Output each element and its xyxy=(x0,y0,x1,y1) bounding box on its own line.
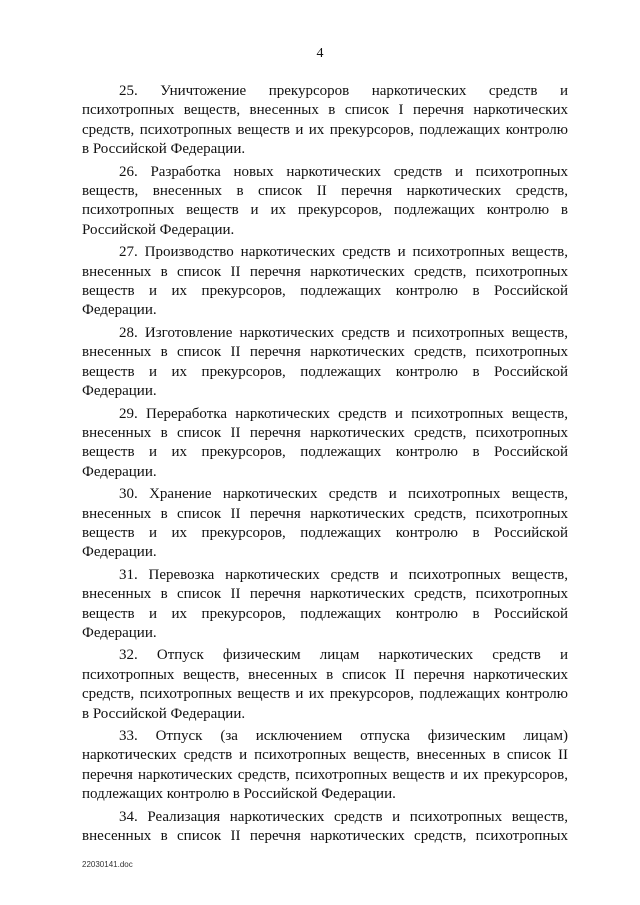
paragraph-line: Федерации. xyxy=(82,302,157,319)
paragraph-line: перечня наркотических средств, психотропных веществ и их прекурсоров, xyxy=(82,766,568,783)
paragraph-line: в Российской Федерации. xyxy=(82,141,246,158)
paragraph-line: веществ и их прекурсоров, подлежащих контролю в Российской xyxy=(82,283,568,300)
paragraph-first-line: 29. Переработка наркотических средств и психотропных веществ, xyxy=(119,405,568,422)
paragraph-first-line: 31. Перевозка наркотических средств и психотропных веществ, xyxy=(119,566,568,583)
paragraph-line: веществ и их прекурсоров, подлежащих контролю в Российской xyxy=(82,524,568,541)
paragraph-line: Федерации. xyxy=(82,463,157,480)
paragraph-line: веществ, внесенных в список II перечня наркотических средств, xyxy=(82,183,568,200)
paragraph-first-line: 28. Изготовление наркотических средств и психотропных веществ, xyxy=(119,324,568,341)
paragraph-first-line: 26. Разработка новых наркотических средств и психотропных xyxy=(119,163,568,180)
numbered-paragraph xyxy=(82,324,568,402)
numbered-paragraph xyxy=(82,163,568,241)
paragraph-line: в Российской Федерации. xyxy=(82,705,246,722)
numbered-paragraph xyxy=(82,566,568,644)
paragraph-line: наркотических средств и психотропных веществ, внесенных в список II xyxy=(82,747,568,764)
paragraph-line: внесенных в список II перечня наркотических средств, психотропных xyxy=(82,586,568,603)
paragraph-first-line: 30. Хранение наркотических средств и психотропных веществ, xyxy=(119,486,568,503)
paragraph-line: психотропных веществ, внесенных в список I перечня наркотических xyxy=(82,102,568,119)
paragraph-first-line: 33. Отпуск (за исключением отпуска физическим лицам) xyxy=(119,728,568,744)
paragraph-line: подлежащих контролю в Российской Федерации. xyxy=(82,786,396,803)
paragraph-line: внесенных в список II перечня наркотических средств, психотропных xyxy=(82,424,568,441)
paragraph-line: средств, психотропных веществ и их прекурсоров, подлежащих контролю xyxy=(82,121,568,138)
paragraph-line: внесенных в список II перечня наркотических средств, психотропных xyxy=(82,828,568,845)
numbered-paragraph xyxy=(82,405,568,483)
paragraph-line: Федерации. xyxy=(82,383,157,400)
numbered-paragraph xyxy=(82,82,568,160)
paragraph-line: веществ и их прекурсоров, подлежащих контролю в Российской xyxy=(82,605,568,622)
numbered-paragraph xyxy=(82,727,568,805)
paragraph-line: веществ и их прекурсоров, подлежащих контролю в Российской xyxy=(82,363,568,380)
paragraph-line: Федерации. xyxy=(82,624,157,641)
paragraph-line: внесенных в список II перечня наркотических средств, психотропных xyxy=(82,344,568,361)
file-name-footer: 22030141.doc xyxy=(82,860,133,869)
numbered-paragraph xyxy=(82,485,568,563)
paragraph-first-line: 25. Уничтожение прекурсоров наркотических средств и xyxy=(119,83,568,99)
paragraph-first-line: 27. Производство наркотических средств и психотропных веществ, xyxy=(119,244,568,261)
paragraph-line: психотропных веществ и их прекурсоров, подлежащих контролю в xyxy=(82,202,568,219)
paragraph-line: внесенных в список II перечня наркотических средств, психотропных xyxy=(82,505,568,522)
paragraph-first-line: 32. Отпуск физическим лицам наркотических средств и xyxy=(119,647,568,664)
paragraph-line: Федерации. xyxy=(82,544,157,561)
paragraph-first-line: 34. Реализация наркотических средств и психотропных веществ, xyxy=(119,808,568,825)
paragraph-line: веществ и их прекурсоров, подлежащих контролю в Российской xyxy=(82,444,568,461)
paragraph-line: Российской Федерации. xyxy=(82,221,235,238)
numbered-paragraph xyxy=(82,808,568,847)
numbered-paragraph xyxy=(82,243,568,321)
numbered-paragraph xyxy=(82,646,568,724)
paragraph-line: средств, психотропных веществ и их прекурсоров, подлежащих контролю xyxy=(82,686,568,703)
paragraph-line: внесенных в список II перечня наркотических средств, психотропных xyxy=(82,263,568,280)
paragraph-line: психотропных веществ, внесенных в список II перечня наркотических xyxy=(82,666,568,683)
page-number: 4 xyxy=(316,46,324,61)
document-body xyxy=(82,82,568,849)
